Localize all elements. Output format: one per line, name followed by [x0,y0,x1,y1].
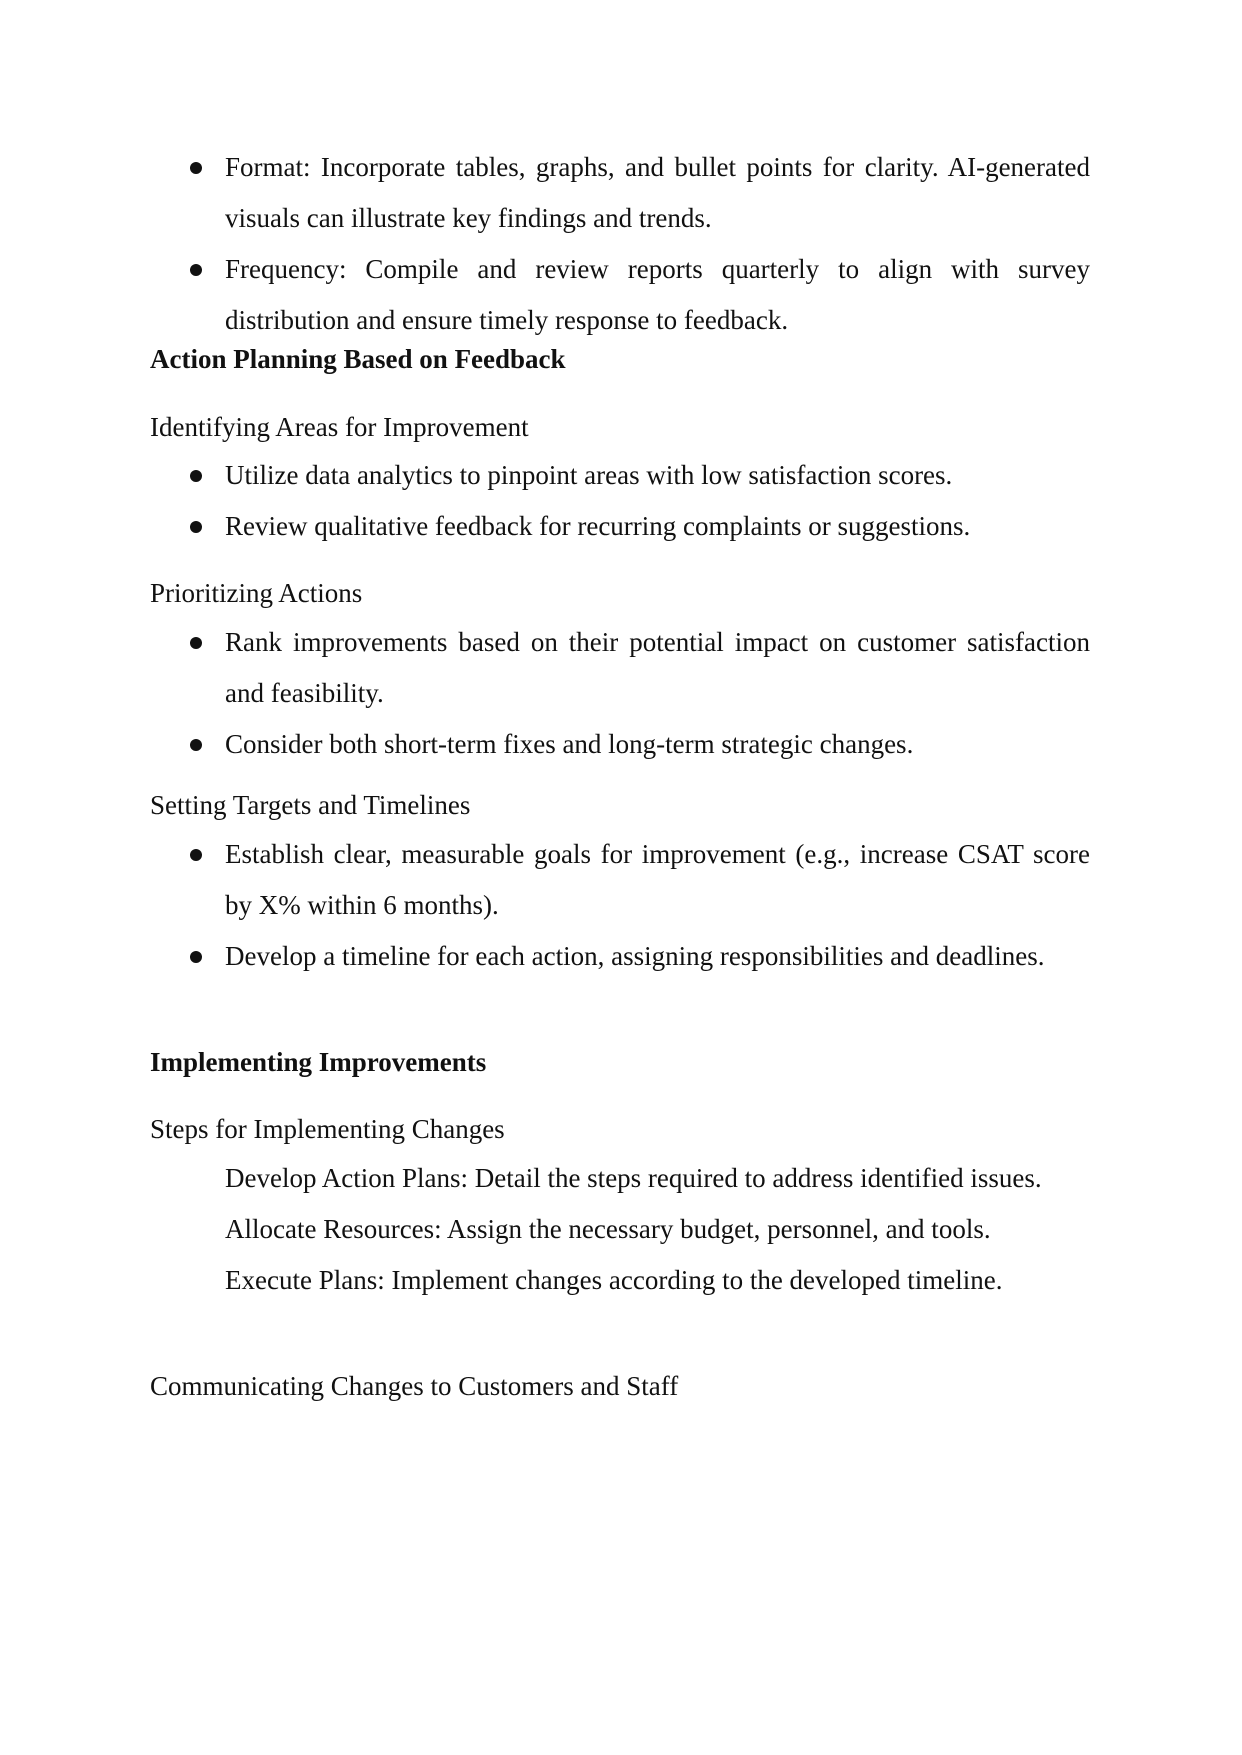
subheading-communicating-changes: Communicating Changes to Customers and Staff [150,1371,679,1401]
section-heading-action-planning: Action Planning Based on Feedback [150,344,566,374]
list-item [150,829,1090,931]
subheading-prioritizing-actions: Prioritizing Actions [150,578,363,608]
list-item [150,244,1090,346]
subheading-steps-implementing: Steps for Implementing Changes [150,1114,505,1144]
bullet-icon [190,739,202,751]
list-item [150,142,1090,244]
prioritizing-bullet-list [150,617,1090,770]
list-item [150,931,1090,982]
bullet-icon [190,951,202,963]
list-item-text: Develop a timeline for each action, assigning responsibilities and deadlines. [225,941,1045,971]
reporting-bullet-list [150,142,1090,346]
subheading-identifying-areas: Identifying Areas for Improvement [150,412,529,442]
bullet-icon [190,849,202,861]
steps-list [150,1153,1090,1306]
list-item: Execute Plans: Implement changes according to the developed timeline. [225,1265,1003,1295]
bullet-icon [190,637,202,649]
bullet-icon [190,162,202,174]
list-item-text: Establish clear, measurable goals for improvement (e.g., increase CSAT score by X% within 6 months). [225,839,1090,920]
list-item [150,719,1090,770]
section-heading-implementing: Implementing Improvements [150,1047,487,1077]
list-item-text: Format: Incorporate tables, graphs, and bullet points for clarity. AI-generated visuals can illustrate key findings and trends. [225,152,1090,233]
targets-bullet-list [150,829,1090,982]
list-item: Develop Action Plans: Detail the steps required to address identified issues. [225,1163,1042,1193]
identifying-bullet-list [150,450,1090,552]
list-item-text: Consider both short-term fixes and long-term strategic changes. [225,729,914,759]
list-item: Allocate Resources: Assign the necessary budget, personnel, and tools. [225,1214,991,1244]
bullet-icon [190,264,202,276]
list-item [150,617,1090,719]
list-item-text: Frequency: Compile and review reports quarterly to align with survey distribution and ensure timely response to feedback. [225,254,1090,335]
bullet-icon [190,521,202,533]
bullet-icon [190,470,202,482]
list-item [150,450,1090,501]
list-item-text: Rank improvements based on their potential impact on customer satisfaction and feasibility. [225,627,1090,708]
list-item-text: Review qualitative feedback for recurring complaints or suggestions. [225,511,971,541]
list-item-text: Utilize data analytics to pinpoint areas with low satisfaction scores. [225,460,953,490]
list-item [150,501,1090,552]
subheading-setting-targets: Setting Targets and Timelines [150,790,471,820]
